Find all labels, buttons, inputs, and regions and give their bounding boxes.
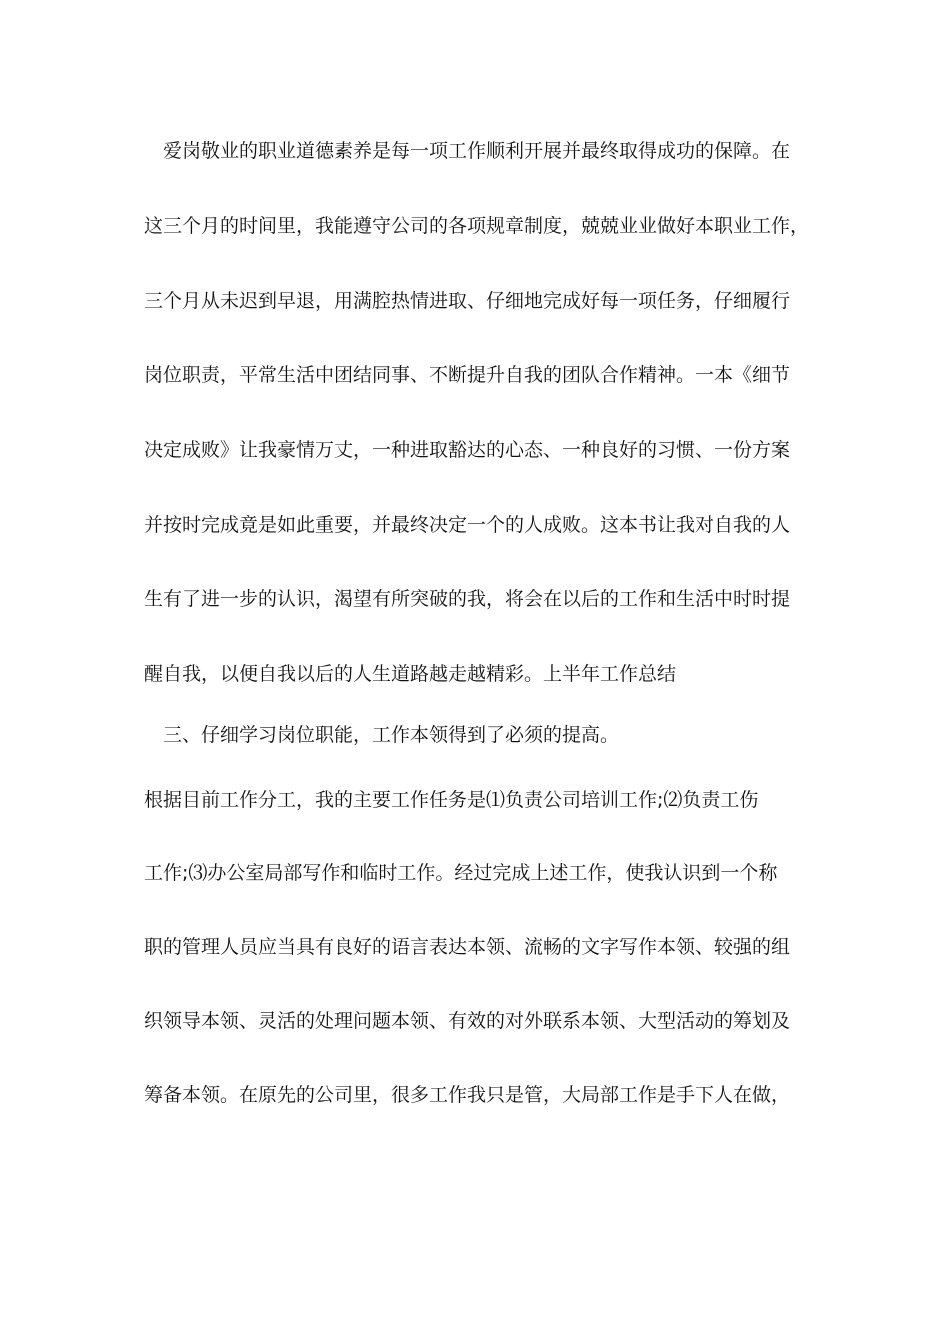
paragraph-1-line-4: 岗位职责，平常生活中团结同事、不断提升自我的团队合作精神。一本《细节	[144, 364, 791, 386]
paragraph-2-line-3: 职的管理人员应当具有良好的语言表达本领、流畅的文字写作本领、较强的组	[144, 936, 791, 958]
paragraph-1-line-2: 这三个月的时间里，我能遵守公司的各项规章制度，兢兢业业做好本职业工作，	[144, 215, 810, 237]
paragraph-1-line-3: 三个月从未迟到早退，用满腔热情进取、仔细地完成好每一项任务，仔细履行	[144, 290, 791, 312]
paragraph-1-line-5: 决定成败》让我豪情万丈，一种进取豁达的心态、一种良好的习惯、一份方案	[144, 439, 791, 461]
paragraph-2-line-1: 根据目前工作分工，我的主要工作任务是⑴负责公司培训工作;⑵负责工伤	[144, 789, 759, 811]
paragraph-1-line-6: 并按时完成竟是如此重要，并最终决定一个的人成败。这本书让我对自我的人	[144, 514, 791, 536]
paragraph-2-line-4: 织领导本领、灵活的处理问题本领、有效的对外联系本领、大型活动的筹划及	[144, 1010, 791, 1032]
paragraph-1-line-8: 醒自我，以便自我以后的人生道路越走越精彩。上半年工作总结	[144, 663, 677, 685]
paragraph-1-line-7: 生有了进一步的认识，渴望有所突破的我，将会在以后的工作和生活中时时提	[144, 588, 791, 610]
paragraph-2-line-2: 工作;⑶办公室局部写作和临时工作。经过完成上述工作，使我认识到一个称	[144, 862, 778, 884]
section-heading-3: 三、仔细学习岗位职能，工作本领得到了必须的提高。	[144, 724, 620, 746]
paragraph-1-line-1: 爱岗敬业的职业道德素养是每一项工作顺利开展并最终取得成功的保障。在	[144, 140, 791, 162]
paragraph-2-line-5: 筹备本领。在原先的公司里，很多工作我只是管，大局部工作是手下人在做，	[144, 1084, 791, 1106]
